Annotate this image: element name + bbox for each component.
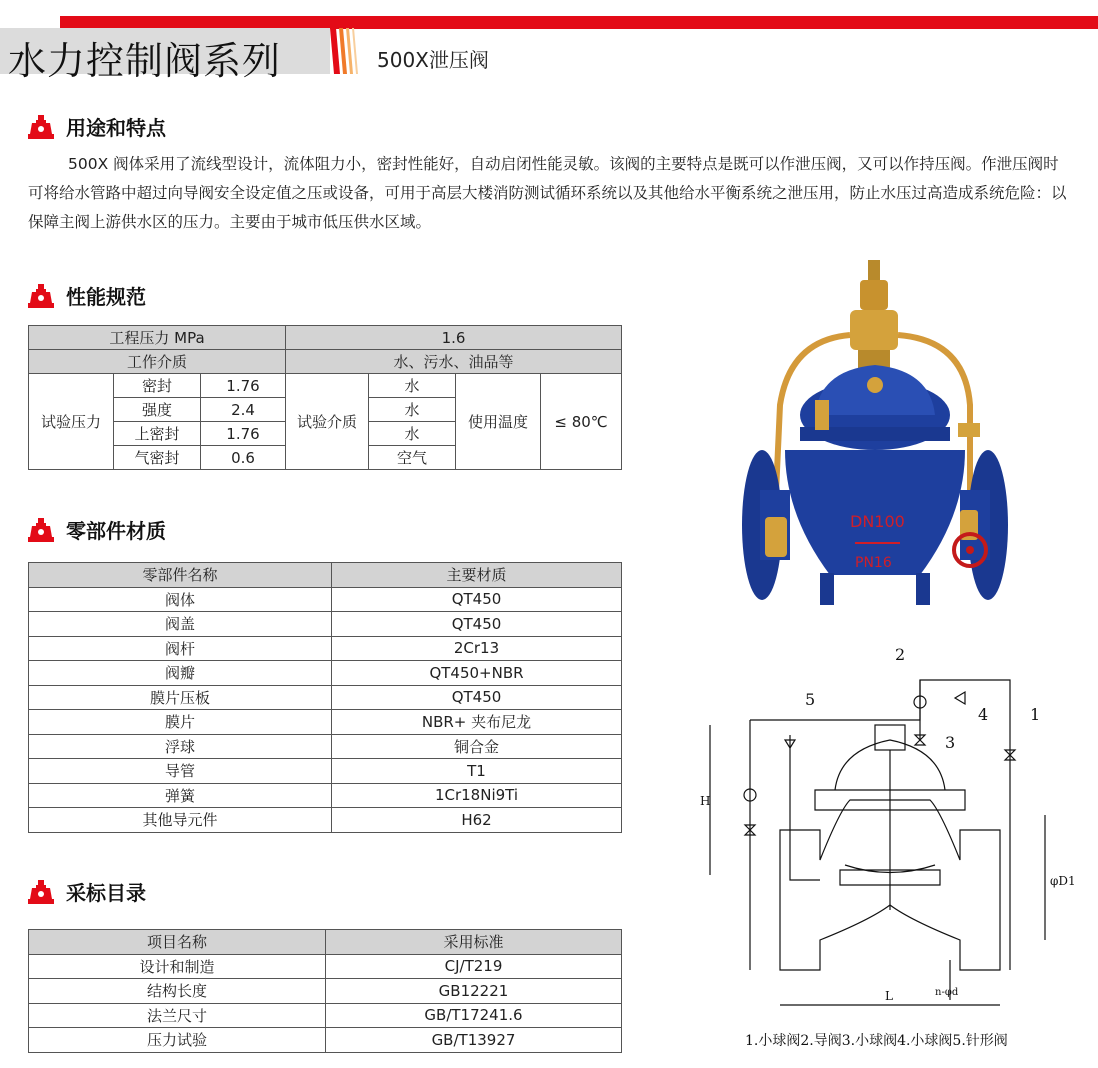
table-row: [29, 979, 622, 1004]
valve-photo: [720, 255, 1098, 615]
medium-value: 水、污水、油品等: [286, 350, 622, 374]
standards-table: [28, 929, 622, 1053]
part-material: T1: [332, 759, 622, 784]
test-pressure-label: 试验压力: [29, 374, 114, 470]
part-material: 2Cr13: [332, 636, 622, 661]
part-name: 浮球: [29, 734, 332, 759]
test-row-name: 上密封: [114, 422, 201, 446]
test-row-medium: 水: [369, 422, 456, 446]
standard-code: GB/T17241.6: [326, 1003, 622, 1028]
section-standards-heading: [28, 877, 146, 906]
callout-3: 3: [945, 733, 956, 752]
label-h: H: [700, 794, 711, 808]
temp-value: ≤ 80℃: [541, 374, 622, 470]
callout-5: 5: [805, 690, 816, 709]
standards-col-std: 采用标准: [326, 930, 622, 955]
label-l: L: [885, 989, 893, 1003]
table-row: [29, 759, 622, 784]
top-nut: [875, 725, 905, 750]
pressure-value: 1.6: [286, 326, 622, 350]
section-usage-heading: [28, 112, 166, 141]
table-row: [29, 710, 622, 735]
table-row: [29, 783, 622, 808]
test-row-value: 1.76: [201, 374, 286, 398]
callout-1: 1: [1030, 705, 1041, 724]
section-parts-title: 零部件材质: [66, 519, 166, 543]
body-label-pn: PN16: [855, 555, 892, 571]
part-name: 阀体: [29, 587, 332, 612]
section-standards-title: 采标目录: [66, 881, 146, 905]
parts-col-name: 零部件名称: [29, 563, 332, 588]
medium-label: 工作介质: [29, 350, 286, 374]
spec-table: [28, 325, 622, 470]
test-row-medium: 空气: [369, 446, 456, 470]
valve-section-icon: [28, 879, 54, 905]
part-material: NBR+ 夹布尼龙: [332, 710, 622, 735]
standards-col-name: 项目名称: [29, 930, 326, 955]
test-row-value: 1.76: [201, 422, 286, 446]
part-name: 阀瓣: [29, 661, 332, 686]
table-row: [29, 734, 622, 759]
part-material: H62: [332, 808, 622, 833]
standard-item: 设计和制造: [29, 954, 326, 979]
ball-valve-4: [955, 692, 965, 704]
left-fitting: [765, 517, 787, 557]
table-row: [29, 808, 622, 833]
part-material: 1Cr18Ni9Ti: [332, 783, 622, 808]
table-row: [29, 954, 622, 979]
pilot-body: [850, 310, 898, 350]
usage-paragraph: 500X 阀体采用了流线型设计，流体阻力小，密封性能好，自动启闭性能灵敏。该阀的主要特点是既可以作泄压阀，又可以作持压阀。作泄压阀时可将给水管路中超过向导阀安全设定值之压或设备，可用于高层大楼消防测试循环系统以及其他给水平衡系统之泄压用，防止水压过高造成系统危险：以保障主阀上游供水区的压力。主要由于城市低压供水区域。: [28, 155, 1067, 231]
pilot-valve: [860, 280, 888, 310]
part-name: 阀盖: [29, 612, 332, 637]
standard-code: CJ/T219: [326, 954, 622, 979]
part-name: 阀杆: [29, 636, 332, 661]
section-spec-heading: [28, 281, 146, 310]
callout-4: 4: [978, 705, 989, 724]
table-row: [29, 1028, 622, 1053]
part-material: QT450: [332, 612, 622, 637]
handwheel-hub: [966, 546, 974, 554]
table-row: [29, 636, 622, 661]
needle-valve: [958, 423, 980, 437]
table-row: [29, 661, 622, 686]
table-row: [29, 1003, 622, 1028]
foot: [820, 573, 834, 605]
table-row: [29, 612, 622, 637]
section-spec-title: 性能规范: [66, 285, 146, 309]
parts-table: [28, 562, 622, 833]
test-row-name: 密封: [114, 374, 201, 398]
table-row: [29, 685, 622, 710]
valve-section-icon: [28, 283, 54, 309]
part-material: QT450: [332, 685, 622, 710]
part-name: 膜片: [29, 710, 332, 735]
part-name: 其他导元件: [29, 808, 332, 833]
part-material: 铜合金: [332, 734, 622, 759]
test-medium-label: 试验介质: [286, 374, 369, 470]
test-row-value: 2.4: [201, 398, 286, 422]
part-name: 膜片压板: [29, 685, 332, 710]
section-usage-title: 用途和特点: [66, 116, 166, 140]
pressure-label: 工程压力 MPa: [29, 326, 286, 350]
pilot-cap: [868, 260, 880, 280]
part-name: 导管: [29, 759, 332, 784]
title-stripes: [330, 28, 360, 74]
diagram-caption: 1.小球阀2.导阀3.小球阀4.小球阀5.针形阀: [745, 1033, 1008, 1049]
section-parts-heading: [28, 515, 166, 544]
label-d1: φD1: [1050, 874, 1076, 888]
parts-col-material: 主要材质: [332, 563, 622, 588]
callout-2: 2: [895, 645, 906, 664]
body-label-dn: DN100: [850, 512, 905, 531]
pilot-line: [750, 680, 1010, 970]
test-row-medium: 水: [369, 374, 456, 398]
table-row: [29, 587, 622, 612]
valve-section-icon: [28, 114, 54, 140]
standard-item: 压力试验: [29, 1028, 326, 1053]
valve-section-icon: [28, 517, 54, 543]
foot: [916, 573, 930, 605]
test-row-value: 0.6: [201, 446, 286, 470]
left-cock: [815, 400, 829, 430]
bonnet-plug: [867, 377, 883, 393]
page-title: 水力控制阀系列: [8, 39, 282, 83]
part-name: 弹簧: [29, 783, 332, 808]
standard-code: GB12221: [326, 979, 622, 1004]
part-material: QT450: [332, 587, 622, 612]
test-row-medium: 水: [369, 398, 456, 422]
standard-code: GB/T13927: [326, 1028, 622, 1053]
standard-item: 法兰尺寸: [29, 1003, 326, 1028]
temp-label: 使用温度: [456, 374, 541, 470]
standard-item: 结构长度: [29, 979, 326, 1004]
part-material: QT450+NBR: [332, 661, 622, 686]
test-row-name: 气密封: [114, 446, 201, 470]
test-row-name: 强度: [114, 398, 201, 422]
valve-diagram: [690, 640, 1090, 1020]
label-nd: n-φd: [935, 987, 959, 998]
page-subtitle: 500X泄压阀: [377, 48, 489, 72]
